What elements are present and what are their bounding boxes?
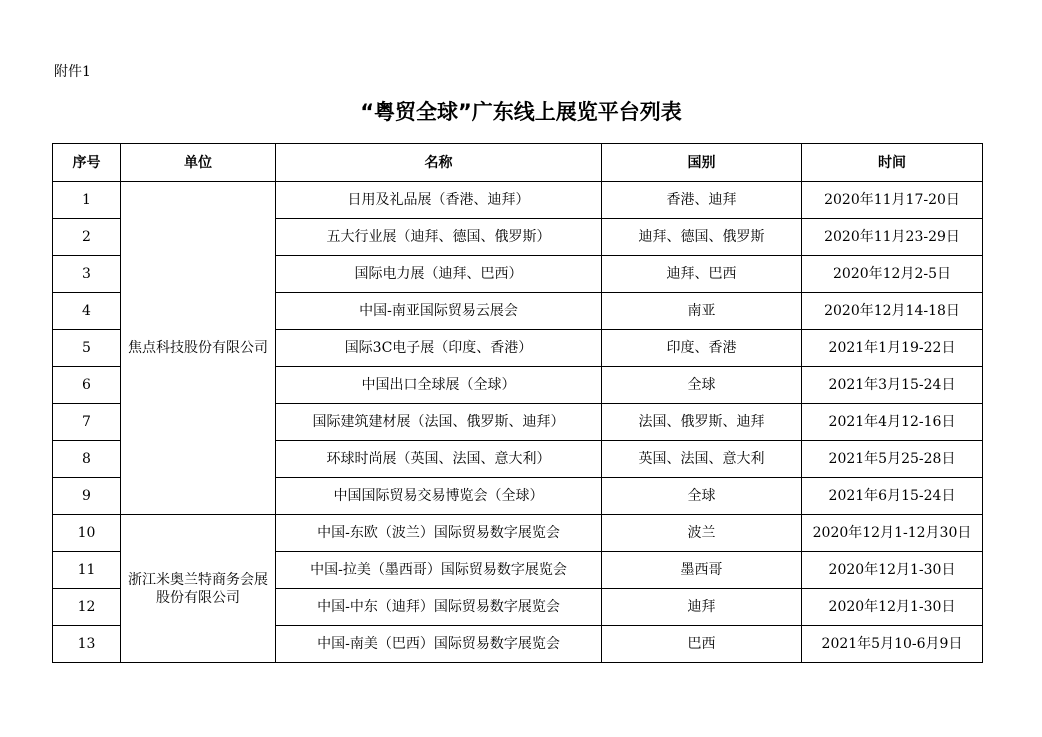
country: 法国、俄罗斯、迪拜 — [602, 404, 802, 441]
country: 迪拜、巴西 — [602, 256, 802, 293]
time: 2021年3月15-24日 — [802, 367, 983, 404]
time: 2021年4月12-16日 — [802, 404, 983, 441]
exhibition-name: 环球时尚展（英国、法国、意大利） — [276, 441, 602, 478]
row-no: 4 — [53, 293, 121, 330]
platform-table — [52, 143, 983, 663]
country: 迪拜、德国、俄罗斯 — [602, 219, 802, 256]
header-country: 国别 — [602, 144, 802, 182]
row-no: 1 — [53, 182, 121, 219]
unit-cell: 焦点科技股份有限公司 — [121, 182, 276, 515]
country: 英国、法国、意大利 — [602, 441, 802, 478]
table-row — [53, 515, 983, 552]
exhibition-name: 国际建筑建材展（法国、俄罗斯、迪拜） — [276, 404, 602, 441]
row-no: 7 — [53, 404, 121, 441]
country: 印度、香港 — [602, 330, 802, 367]
exhibition-name: 国际电力展（迪拜、巴西） — [276, 256, 602, 293]
header-unit: 单位 — [121, 144, 276, 182]
time: 2020年12月1-12月30日 — [802, 515, 983, 552]
row-no: 13 — [53, 626, 121, 663]
row-no: 11 — [53, 552, 121, 589]
row-no: 10 — [53, 515, 121, 552]
exhibition-name: 中国-中东（迪拜）国际贸易数字展览会 — [276, 589, 602, 626]
exhibition-name: 中国-南亚国际贸易云展会 — [276, 293, 602, 330]
time: 2020年12月14-18日 — [802, 293, 983, 330]
page-title: “粤贸全球”广东线上展览平台列表 — [360, 100, 682, 124]
time: 2021年6月15-24日 — [802, 478, 983, 515]
country: 全球 — [602, 478, 802, 515]
row-no: 12 — [53, 589, 121, 626]
time: 2020年12月1-30日 — [802, 589, 983, 626]
row-no: 3 — [53, 256, 121, 293]
row-no: 8 — [53, 441, 121, 478]
time: 2020年11月17-20日 — [802, 182, 983, 219]
exhibition-name: 日用及礼品展（香港、迪拜） — [276, 182, 602, 219]
exhibition-name: 五大行业展（迪拜、德国、俄罗斯） — [276, 219, 602, 256]
unit-cell: 浙江米奥兰特商务会展股份有限公司 — [121, 515, 276, 663]
time: 2021年5月25-28日 — [802, 441, 983, 478]
country: 南亚 — [602, 293, 802, 330]
attachment-label: 附件1 — [54, 64, 91, 80]
header-name: 名称 — [276, 144, 602, 182]
exhibition-name: 中国-东欧（波兰）国际贸易数字展览会 — [276, 515, 602, 552]
country: 巴西 — [602, 626, 802, 663]
exhibition-name: 中国出口全球展（全球） — [276, 367, 602, 404]
time: 2021年5月10-6月9日 — [802, 626, 983, 663]
country: 全球 — [602, 367, 802, 404]
row-no: 2 — [53, 219, 121, 256]
exhibition-name: 中国国际贸易交易博览会（全球） — [276, 478, 602, 515]
table-row — [53, 182, 983, 219]
exhibition-name: 国际3C电子展（印度、香港） — [276, 330, 602, 367]
row-no: 6 — [53, 367, 121, 404]
time: 2020年11月23-29日 — [802, 219, 983, 256]
country: 迪拜 — [602, 589, 802, 626]
exhibition-name: 中国-拉美（墨西哥）国际贸易数字展览会 — [276, 552, 602, 589]
header-no: 序号 — [53, 144, 121, 182]
time: 2021年1月19-22日 — [802, 330, 983, 367]
header-time: 时间 — [802, 144, 983, 182]
table-header-row — [53, 144, 983, 182]
country: 香港、迪拜 — [602, 182, 802, 219]
country: 墨西哥 — [602, 552, 802, 589]
country: 波兰 — [602, 515, 802, 552]
row-no: 9 — [53, 478, 121, 515]
row-no: 5 — [53, 330, 121, 367]
exhibition-name: 中国-南美（巴西）国际贸易数字展览会 — [276, 626, 602, 663]
time: 2020年12月1-30日 — [802, 552, 983, 589]
time: 2020年12月2-5日 — [802, 256, 983, 293]
